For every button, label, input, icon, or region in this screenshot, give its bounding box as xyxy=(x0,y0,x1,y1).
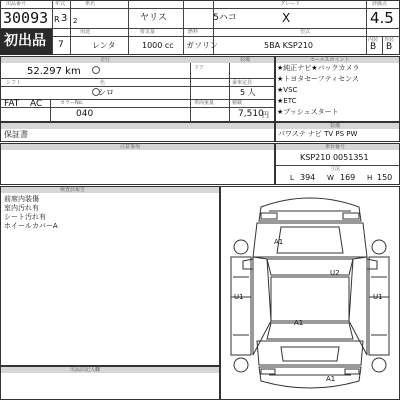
notes-label: 注意事項 xyxy=(120,144,141,150)
era-prefix: R xyxy=(54,15,60,24)
feature-item: ★プッシュスタート xyxy=(277,108,339,116)
year-value: 3 xyxy=(61,13,68,24)
spec-header-bar xyxy=(1,57,274,63)
month-value: 7 xyxy=(58,40,64,50)
footer-label: 出品店記入欄 xyxy=(70,367,101,373)
shift-label: シフト xyxy=(6,80,22,86)
features-title: セールスポイント xyxy=(310,57,350,63)
shift-value: FAT xyxy=(4,99,20,109)
grade-label: グレード xyxy=(280,1,301,7)
inspector-note: 前席内装傷 xyxy=(4,195,39,203)
color-label: 色 xyxy=(100,80,106,86)
record-circle xyxy=(92,66,100,74)
divider xyxy=(0,8,400,9)
interior-label: 内装 xyxy=(368,37,379,43)
exterior-label: 外装 xyxy=(384,37,395,43)
mileage-value: 52.297 km xyxy=(27,66,81,77)
damage-mark: U1 xyxy=(234,293,244,301)
usage-label: 用途 xyxy=(80,29,91,35)
exterior-score: B xyxy=(386,42,393,52)
body-type: 5ハコ xyxy=(213,13,237,23)
cc-label: 排気量 xyxy=(140,29,156,35)
mileage-label: 走行 xyxy=(100,57,111,63)
car-name-label: 車名 xyxy=(85,1,96,7)
divider xyxy=(0,78,275,79)
equipment-label: 装備 xyxy=(330,123,341,129)
lot-number-label: 出品番号 xyxy=(6,1,27,7)
damage-mark: A1 xyxy=(294,319,304,327)
feature-item: ★トヨタセーフティセンス xyxy=(277,75,359,83)
model-code: 5BA KSP210 xyxy=(264,41,314,50)
warranty-header-bar xyxy=(1,123,274,129)
score-label: 評価点 xyxy=(372,1,388,7)
equipment-value: パワステ ナビ TV PS PW xyxy=(278,130,358,138)
damage-mark: A1 xyxy=(274,238,284,246)
inspection-value: 2 xyxy=(73,17,78,25)
warranty-value: 保証書 xyxy=(4,130,28,139)
divider xyxy=(52,28,400,29)
ac-value: AC xyxy=(30,99,43,109)
color-value: シロ xyxy=(98,88,114,97)
feature-item: ★純正ナビ★バックカメラ xyxy=(277,64,360,72)
doors-label: ドア xyxy=(194,65,204,71)
divider xyxy=(0,86,275,87)
width-label: W xyxy=(327,174,334,182)
divider xyxy=(229,63,230,122)
divider xyxy=(382,36,383,55)
fuel-label: 燃料 xyxy=(188,29,199,35)
score-value: 4.5 xyxy=(370,9,394,27)
capacity-label: 乗車定員 xyxy=(232,80,253,86)
record-circle xyxy=(92,88,100,96)
feature-item: ★VSC xyxy=(277,86,298,94)
color-no-value: 040 xyxy=(76,109,94,119)
price-unit: 円 xyxy=(262,111,269,119)
damage-mark: U1 xyxy=(373,293,383,301)
length-label: L xyxy=(290,174,294,182)
lot-number: 30093 xyxy=(3,9,49,27)
interior-score: B xyxy=(370,42,377,52)
divider xyxy=(52,36,366,37)
fuel-value: ガソリン xyxy=(186,41,218,50)
inspector-note: ホイールカバーA xyxy=(4,222,58,230)
usage-value: レンタ xyxy=(92,41,116,50)
damage-mark: U2 xyxy=(330,269,340,277)
divider xyxy=(50,99,51,122)
load-label: 積載 xyxy=(232,100,243,106)
height-value: 150 xyxy=(377,173,393,182)
first-listing-label: 初出品 xyxy=(4,33,46,49)
year-label: 年式 xyxy=(55,1,66,7)
inspector-title: 検査員報告 xyxy=(60,187,86,193)
weight-label: 車両重量 xyxy=(194,100,215,106)
displacement-value: 1000 cc xyxy=(142,41,174,50)
dims-label: 寸法 xyxy=(330,166,341,172)
inspector-note: 室内汚れ有 xyxy=(4,204,39,212)
inspector-header-bar xyxy=(1,187,219,193)
damage-mark: A1 xyxy=(326,375,336,383)
footer-header-bar xyxy=(1,367,219,373)
recycle-price-value: 7,510 xyxy=(238,109,264,119)
chassis-label: 車台番号 xyxy=(325,144,346,150)
model-label: 型式 xyxy=(300,29,311,35)
grade-value: X xyxy=(282,11,291,25)
equip-header-label: 装備 xyxy=(240,57,251,63)
height-label: H xyxy=(367,174,373,182)
divider xyxy=(190,63,191,122)
car-name: ヤリス xyxy=(140,13,167,23)
width-value: 169 xyxy=(340,173,356,182)
capacity-value: 5 人 xyxy=(240,88,256,97)
length-value: 394 xyxy=(300,173,316,182)
feature-item: ★ETC xyxy=(277,97,297,105)
inspector-note: シート汚れ有 xyxy=(4,213,46,221)
chassis-number: KSP210 0051351 xyxy=(300,153,369,162)
color-no-label: カラーNo. xyxy=(60,100,84,106)
